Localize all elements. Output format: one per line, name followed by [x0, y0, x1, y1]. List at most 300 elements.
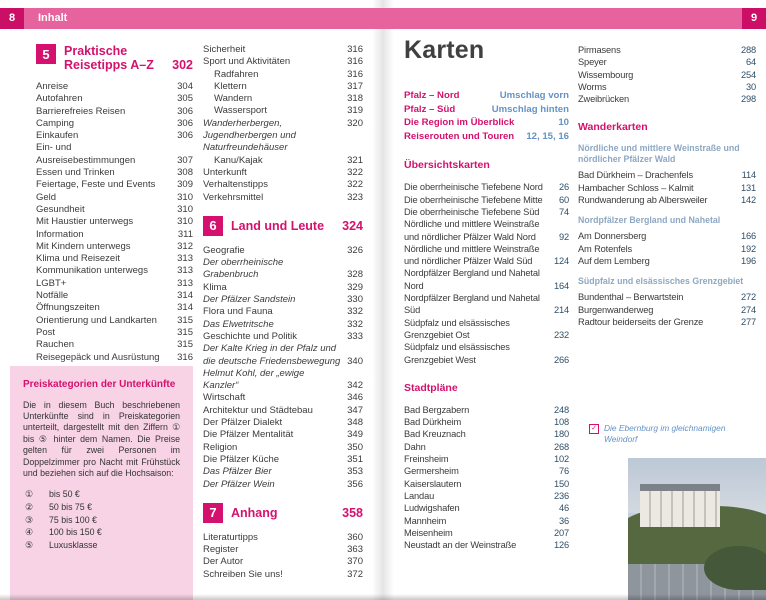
map-entry-label: Radtour beiderseits der Grenze: [578, 316, 704, 327]
toc-entry: [203, 442, 363, 454]
map-entry-page: 166: [740, 231, 756, 242]
section-7-header: [203, 503, 363, 523]
toc-entry: [36, 265, 193, 277]
map-entry-label: Dahn: [404, 441, 426, 452]
toc-entry: [203, 245, 363, 257]
map-entry: [404, 416, 569, 428]
toc-entry: [36, 290, 193, 302]
map-entry: [404, 478, 569, 490]
toc-entry-label: Der oberrheinische Grabenbruch: [203, 257, 284, 281]
toc-entry-label: Klima: [203, 281, 227, 293]
toc-entry: [203, 429, 363, 441]
toc-entry-label: Klima und Reisezeit: [36, 253, 120, 265]
map-entry-label: Pirmasens: [578, 45, 621, 55]
toc-entry-label: Barrierefreies Reisen: [36, 105, 126, 117]
hiking-maps-heading: Wanderkarten: [578, 121, 648, 134]
toc-entry-label: Wirtschaft: [203, 392, 246, 404]
section-6-page: 324: [342, 218, 363, 233]
cover-map-label: Reiserouten und Touren: [404, 130, 515, 142]
map-entry-label: Am Donnersberg: [578, 231, 647, 242]
toc-entry-page: 346: [347, 392, 363, 404]
map-entry-page: 192: [740, 243, 756, 254]
map-entry-page: 46: [558, 503, 569, 514]
section-6-entries: [203, 245, 363, 491]
toc-entry-label: Mit Kindern unterwegs: [36, 240, 131, 252]
page-gutter: [372, 0, 394, 600]
price-category-symbol: ⑤: [25, 539, 33, 550]
toc-entry: [203, 569, 363, 581]
toc-entry-page: 309: [177, 179, 193, 191]
toc-entry: [36, 179, 193, 191]
toc-entry: [36, 229, 193, 241]
toc-entry: [203, 368, 363, 393]
map-entry-label: Hambacher Schloss – Kalmit: [578, 182, 694, 193]
price-category-symbol: ③: [25, 514, 33, 525]
toc-entry: [203, 155, 363, 167]
map-entry: [578, 304, 756, 316]
toc-entry-page: 316: [347, 44, 363, 55]
toc-entry-label: Radfahren: [214, 68, 259, 80]
cover-map-value: Umschlag hinten: [491, 103, 569, 115]
map-entry: [404, 502, 569, 514]
cover-map-value: 10: [558, 117, 569, 129]
toc-entry-page: 356: [347, 478, 363, 490]
toc-entry-page: 316: [177, 351, 193, 363]
toc-entry-page: 314: [177, 302, 193, 314]
toc-entry-page: 322: [347, 179, 363, 191]
map-entry-page: 102: [553, 454, 569, 465]
map-entry-label: Burgenwanderweg: [578, 304, 654, 315]
toc-entry: [203, 56, 363, 68]
map-entry: [578, 182, 756, 194]
map-entry-page: 196: [740, 255, 756, 266]
toc-entry-label: Das Pfälzer Bier: [203, 466, 272, 478]
toc-entry-page: 353: [347, 466, 363, 478]
toc-entry-label: Feiertage, Feste und Events: [36, 179, 156, 191]
map-entry: [404, 465, 569, 477]
map-entry-label: Zweibrücken: [578, 94, 630, 105]
map-entry-page: 272: [740, 292, 756, 303]
price-category-label: Luxusklasse: [49, 539, 98, 550]
toc-entry: [36, 315, 193, 327]
toc-entry: [203, 192, 363, 204]
map-entry-page: 248: [553, 404, 569, 415]
map-entry: [404, 181, 569, 193]
map-entry: [404, 206, 569, 218]
toc-entry: [203, 257, 363, 282]
toc-entry-label: Gesundheit: [36, 203, 85, 215]
toc-entry-label: Das Elwetritsche: [203, 318, 274, 330]
map-entry: [578, 93, 756, 105]
map-entry-page: 60: [558, 194, 569, 205]
city-maps-entries: [404, 404, 569, 552]
security-sport-entries: [203, 44, 363, 204]
right-column-2: [578, 44, 756, 328]
photo-castle-roof: [640, 484, 720, 491]
map-entry: [578, 56, 756, 68]
map-entry: [404, 317, 569, 342]
toc-entry-page: 322: [347, 166, 363, 178]
toc-entry: [203, 532, 363, 544]
toc-entry-label: Kommunikation unterwegs: [36, 265, 148, 277]
toc-entry-label: Rauchen: [36, 339, 75, 351]
toc-entry-page: 340: [347, 355, 363, 367]
map-entry-page: 64: [745, 57, 756, 68]
hiking-group-heading: Nördliche und mittlere Weinstraße und nördlicher Pfälzer Wald: [578, 143, 740, 165]
toc-entry: [203, 544, 363, 556]
map-entry-page: 288: [740, 45, 756, 55]
toc-entry-label: Verhaltenstipps: [203, 179, 268, 191]
toc-entry-label: Die Pfälzer Mentalität: [203, 429, 294, 441]
toc-entry-page: 310: [177, 216, 193, 228]
toc-entry: [36, 118, 193, 130]
toc-entry: [36, 106, 193, 118]
map-entry-label: Die oberrheinische Tiefebene Süd: [404, 206, 540, 217]
toc-entry: [203, 93, 363, 105]
map-entry-label: Auf dem Lemberg: [578, 255, 650, 266]
toc-entry-page: 306: [177, 117, 193, 129]
map-entry-page: 142: [740, 195, 756, 206]
left-column-1: [36, 44, 193, 364]
toc-entry-page: 314: [177, 290, 193, 302]
section-5-entries: [36, 81, 193, 364]
price-category-symbol: ②: [25, 501, 33, 512]
price-category-label: 100 bis 150 €: [49, 527, 102, 538]
toc-entry: [203, 392, 363, 404]
left-column-2: [203, 44, 363, 581]
toc-entry-page: 316: [347, 68, 363, 80]
toc-entry: [36, 192, 193, 204]
toc-entry-label: Literaturtipps: [203, 531, 258, 543]
price-category-row: [23, 501, 180, 514]
map-entry-page: 236: [553, 490, 569, 501]
toc-entry: [36, 302, 193, 314]
section-7-title: Anhang: [231, 505, 278, 520]
toc-entry-label: Der Kalte Krieg in der Pfalz und die deutsche Friedensbewegung: [203, 343, 341, 367]
toc-entry-page: 370: [347, 556, 363, 568]
map-entry-page: 268: [553, 441, 569, 452]
map-entry-page: 232: [553, 329, 569, 340]
toc-entry-label: Essen und Trinken: [36, 167, 115, 179]
left-page-number: 8: [0, 8, 24, 29]
map-entry-label: Rundwanderung ab Albersweiler: [578, 195, 708, 206]
toc-entry-page: 348: [347, 417, 363, 429]
toc-entry-label: Orientierung und Landkarten: [36, 314, 157, 326]
maps-title: Karten: [404, 36, 485, 64]
toc-entry-label: Wanderherbergen, Jugendherbergen und Naturfreundehäuser: [203, 117, 296, 154]
toc-entry: [203, 81, 363, 93]
toc-entry-page: 323: [347, 191, 363, 203]
toc-entry-label: Geografie: [203, 244, 245, 256]
map-entry: [404, 292, 569, 317]
map-entry: [404, 194, 569, 206]
section-5-header: [36, 44, 193, 72]
toc-entry-page: 311: [177, 228, 193, 240]
toc-entry-label: Sicherheit: [203, 44, 246, 55]
map-entry-page: 150: [553, 478, 569, 489]
toc-entry-label: Schreiben Sie uns!: [203, 568, 283, 580]
toc-entry-label: Geschichte und Politik: [203, 330, 297, 342]
toc-entry: [203, 556, 363, 568]
map-entry-page: 92: [558, 231, 569, 242]
map-entry: [578, 230, 756, 242]
cover-map-row: [404, 89, 569, 103]
price-category-list: [23, 488, 180, 551]
price-category-row: [23, 526, 180, 539]
header-title: Inhalt: [38, 12, 68, 24]
section-6-title: Land und Leute: [231, 218, 325, 233]
toc-entry: [36, 339, 193, 351]
map-entry-label: Nordpfälzer Bergland und Nahetal Süd: [404, 293, 540, 316]
toc-entry-label: Register: [203, 544, 239, 556]
map-entry-page: 108: [553, 417, 569, 428]
map-entry-label: Mannheim: [404, 515, 447, 526]
toc-entry-page: 307: [177, 154, 193, 166]
hiking-group-entries: [578, 291, 756, 328]
toc-entry: [36, 327, 193, 339]
map-entry-label: Bad Dürkheim – Drachenfels: [578, 170, 693, 181]
toc-entry-label: Kanu/Kajak: [214, 154, 263, 166]
photo-caption-text: Die Ebernburg im gleichnamigen Weindorf: [604, 423, 726, 444]
section-6-number-badge: 6: [203, 216, 223, 236]
map-entry-page: 266: [553, 354, 569, 365]
photo-castle-building: [640, 491, 720, 527]
toc-entry-page: 328: [347, 269, 363, 281]
photo-caption: [589, 423, 757, 444]
map-entry-page: 180: [553, 429, 569, 440]
toc-entry: [36, 241, 193, 253]
map-entry-page: 124: [553, 256, 569, 267]
map-entry-label: Nordpfälzer Bergland und Nahetal Nord: [404, 268, 540, 291]
map-entry: [404, 490, 569, 502]
toc-entry: [203, 319, 363, 331]
cover-map-label: Pfalz – Nord: [404, 90, 460, 101]
map-entry: [404, 527, 569, 539]
toc-entry-page: 310: [177, 203, 193, 215]
toc-entry-page: 333: [347, 330, 363, 342]
toc-entry-page: 342: [347, 380, 363, 392]
map-entry-page: 76: [558, 466, 569, 477]
map-entry-label: Nördliche und mittlere Weinstraße und nördlicher Pfälzer Wald Süd: [404, 243, 540, 267]
map-entry-label: Worms: [578, 81, 607, 92]
toc-entry-page: 320: [347, 117, 363, 129]
toc-entry-page: 349: [347, 429, 363, 441]
toc-entry-label: Mit Haustier unterwegs: [36, 216, 134, 228]
map-entry-label: Wissembourg: [578, 69, 634, 80]
toc-entry: [203, 306, 363, 318]
toc-entry-label: Klettern: [214, 80, 247, 92]
toc-entry-label: Religion: [203, 441, 238, 453]
hiking-group-heading: Südpfalz und elsässisches Grenzgebiet: [578, 276, 744, 287]
toc-entry-label: Öffnungszeiten: [36, 302, 100, 314]
map-entry-page: 30: [745, 81, 756, 92]
toc-entry: [203, 69, 363, 81]
map-entry: [578, 44, 756, 56]
map-entry-label: Kaiserslautern: [404, 478, 462, 489]
cover-map-links: [404, 89, 569, 143]
map-entry-page: 277: [740, 316, 756, 327]
section-7-page: 358: [342, 505, 363, 520]
toc-entry: [203, 282, 363, 294]
map-entry: [578, 255, 756, 267]
section-5-title: Praktische Reisetipps A–Z: [64, 44, 154, 72]
toc-entry-label: Reisegepäck und Ausrüstung: [36, 351, 160, 363]
toc-entry-label: Einkaufen: [36, 130, 79, 142]
map-entry-label: Bad Bergzabern: [404, 404, 470, 415]
price-category-symbol: ①: [25, 489, 33, 500]
map-entry: [578, 169, 756, 181]
map-entry: [578, 69, 756, 81]
toc-entry-page: 332: [347, 318, 363, 330]
hiking-group-heading: Nordpfälzer Bergland und Nahetal: [578, 215, 721, 226]
toc-entry-label: Post: [36, 326, 56, 338]
map-entry: [578, 316, 756, 328]
map-entry-page: 214: [553, 305, 569, 316]
map-entry-label: Landau: [404, 490, 435, 501]
toc-entry: [36, 216, 193, 228]
map-entry: [578, 291, 756, 303]
toc-entry-label: Flora und Fauna: [203, 306, 273, 318]
overview-maps-entries: [404, 181, 569, 365]
toc-entry-page: 313: [177, 277, 193, 289]
map-entry: [404, 243, 569, 268]
map-entry-label: Germersheim: [404, 466, 459, 477]
cover-map-label: Die Region im Überblick: [404, 117, 515, 129]
toc-entry-label: Sport und Aktivitäten: [203, 56, 291, 68]
toc-entry-page: 305: [177, 93, 193, 105]
map-entry: [578, 81, 756, 93]
map-entry-label: Freinsheim: [404, 454, 449, 465]
toc-entry-label: Wandern: [214, 93, 253, 105]
toc-entry-label: Ein- und Ausreisebestimmungen: [36, 142, 136, 166]
map-entry-label: Südpfalz und elsässisches Grenzgebiet West: [404, 342, 510, 365]
toc-entry: [203, 454, 363, 466]
map-entry-label: Südpfalz und elsässisches Grenzgebiet Ost: [404, 317, 510, 340]
cover-map-row: [404, 130, 569, 144]
overview-maps-heading: Übersichtskarten: [404, 159, 490, 172]
map-entry: [404, 341, 569, 366]
toc-entry-page: 347: [347, 404, 363, 416]
map-entry-label: Speyer: [578, 57, 607, 68]
toc-entry-page: 313: [177, 253, 193, 265]
toc-entry: [36, 130, 193, 142]
toc-entry-page: 315: [177, 314, 193, 326]
price-box-title: Preiskategorien der Unterkünfte: [23, 379, 176, 390]
map-entry-page: 26: [558, 182, 569, 193]
toc-entry-label: Anreise: [36, 81, 69, 92]
toc-entry-page: 306: [177, 105, 193, 117]
map-entry-page: 36: [558, 515, 569, 526]
map-entry-label: Nördliche und mittlere Weinstraße und nördlicher Pfälzer Wald Nord: [404, 219, 540, 242]
toc-entry-page: 304: [177, 81, 193, 92]
toc-entry-label: LGBT+: [36, 277, 67, 289]
toc-entry-label: Der Autor: [203, 556, 244, 568]
map-entry-label: Bad Dürkheim: [404, 417, 462, 428]
right-page-number: 9: [742, 8, 766, 29]
header-bar: [0, 8, 766, 29]
toc-entry-page: 363: [347, 544, 363, 556]
map-entry: [578, 243, 756, 255]
section-5-number-badge: 5: [36, 44, 56, 64]
toc-entry-label: Architektur und Städtebau: [203, 404, 313, 416]
toc-entry-page: 329: [347, 281, 363, 293]
price-box-body: Die in diesem Buch beschriebenen Unterkünfte sind in Preiskategorien unterteilt, dargestellt mit den Ziffern ① bis ⑤ hinter dem Namen. Die Preise gelten für zwei Personen im Doppelzimmer pro Nacht mit Frühstück und beziehen sich auf die Hochsaison:: [23, 399, 180, 478]
price-category-row: [23, 488, 180, 501]
toc-entry-page: 330: [347, 294, 363, 306]
toc-entry-page: 315: [177, 339, 193, 351]
section-7-number-badge: 7: [203, 503, 223, 523]
toc-entry-page: 316: [347, 56, 363, 68]
cover-map-value: 12, 15, 16: [526, 130, 569, 142]
toc-entry-page: 332: [347, 306, 363, 318]
section-7-entries: [203, 532, 363, 581]
toc-entry-page: 313: [177, 265, 193, 277]
toc-entry-page: 360: [347, 531, 363, 543]
toc-entry: [36, 204, 193, 216]
toc-entry-label: Unterkunft: [203, 166, 247, 178]
price-category-label: 75 bis 100 €: [49, 514, 97, 525]
toc-entry-label: Geld: [36, 191, 57, 203]
map-entry-label: Die oberrheinische Tiefebene Nord: [404, 182, 543, 193]
map-entry: [404, 515, 569, 527]
toc-entry: [36, 142, 193, 167]
price-categories-box: [10, 366, 193, 600]
price-category-label: 50 bis 75 €: [49, 501, 93, 512]
price-category-label: bis 50 €: [49, 489, 80, 500]
map-entry: [404, 218, 569, 243]
toc-entry: [203, 167, 363, 179]
toc-entry: [203, 479, 363, 491]
toc-entry-page: 321: [347, 154, 363, 166]
map-entry-label: Ludwigshafen: [404, 503, 460, 514]
toc-entry-page: 312: [177, 240, 193, 252]
toc-entry-label: Verkehrsmittel: [203, 191, 264, 203]
toc-entry-page: 350: [347, 441, 363, 453]
toc-entry-page: 315: [177, 326, 193, 338]
toc-entry: [36, 352, 193, 364]
photo-ebernburg: [628, 458, 766, 600]
toc-entry: [203, 417, 363, 429]
toc-entry-page: 310: [177, 191, 193, 203]
city-maps-heading: Stadtpläne: [404, 381, 458, 394]
toc-entry-page: 372: [347, 568, 363, 580]
toc-entry-label: Information: [36, 228, 84, 240]
toc-entry-label: Camping: [36, 117, 75, 129]
toc-entry-page: 308: [177, 167, 193, 179]
toc-entry-label: Der Pfälzer Dialekt: [203, 417, 283, 429]
toc-entry-page: 317: [347, 80, 363, 92]
map-entry-page: 254: [740, 69, 756, 80]
map-entry-label: Meisenheim: [404, 527, 453, 538]
cover-map-label: Pfalz – Süd: [404, 103, 456, 115]
toc-entry-page: 318: [347, 93, 363, 105]
map-entry: [578, 194, 756, 206]
toc-entry: [203, 179, 363, 191]
toc-entry-label: Autofahren: [36, 93, 83, 105]
toc-entry-page: 326: [347, 244, 363, 256]
toc-entry: [36, 253, 193, 265]
toc-entry: [203, 294, 363, 306]
toc-entry: [36, 81, 193, 93]
toc-entry-label: Die Pfälzer Küche: [203, 453, 280, 465]
toc-entry: [203, 118, 363, 155]
hiking-group-entries: [578, 169, 756, 206]
toc-entry: [203, 105, 363, 117]
section-6-header: [203, 216, 363, 236]
map-entry: [404, 404, 569, 416]
section-5-page: 302: [172, 58, 193, 72]
toc-entry-label: Der Pfälzer Sandstein: [203, 294, 296, 306]
